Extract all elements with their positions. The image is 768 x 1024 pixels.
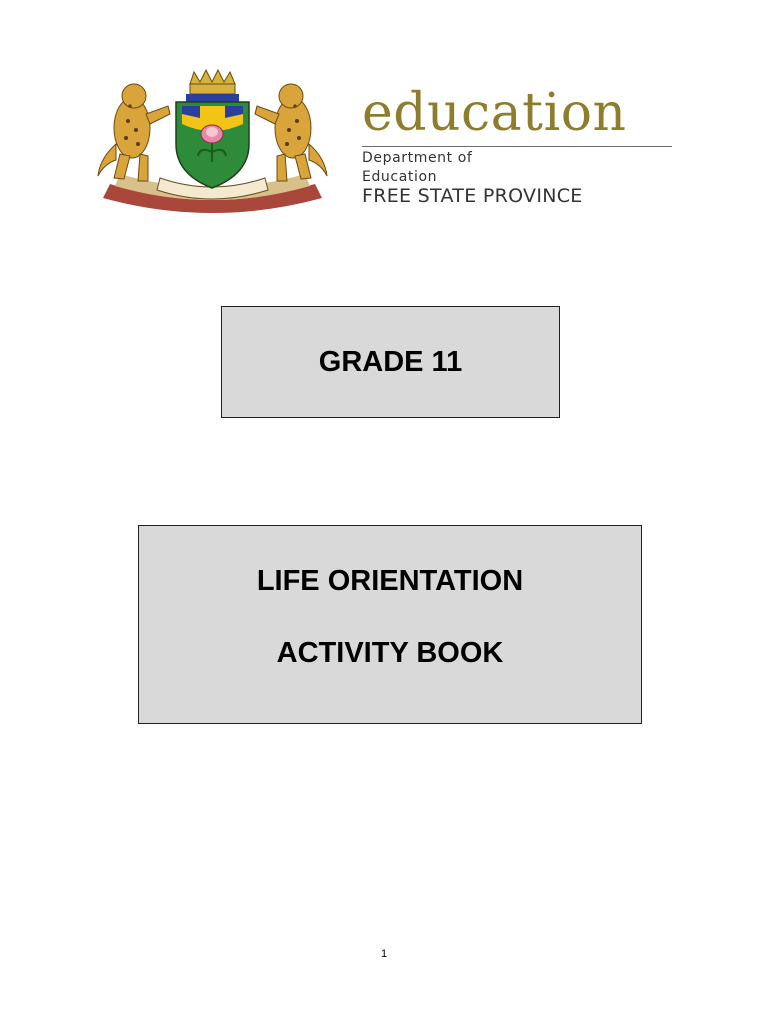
wordmark-divider (362, 146, 672, 147)
logo-word: education (362, 83, 627, 143)
grade-box (221, 306, 560, 418)
grade-label: GRADE 11 (318, 346, 463, 378)
department-wordmark (362, 84, 674, 207)
subject-title: LIFE ORIENTATION (256, 565, 524, 597)
title-box (138, 525, 642, 724)
department-line-2: Education (362, 169, 438, 185)
coat-of-arms-logo (90, 66, 335, 216)
page-number: 1 (380, 948, 388, 960)
province-name: FREE STATE PROVINCE (362, 185, 583, 207)
book-type-title: ACTIVITY BOOK (276, 637, 504, 669)
department-line-1: Department of (362, 150, 473, 166)
